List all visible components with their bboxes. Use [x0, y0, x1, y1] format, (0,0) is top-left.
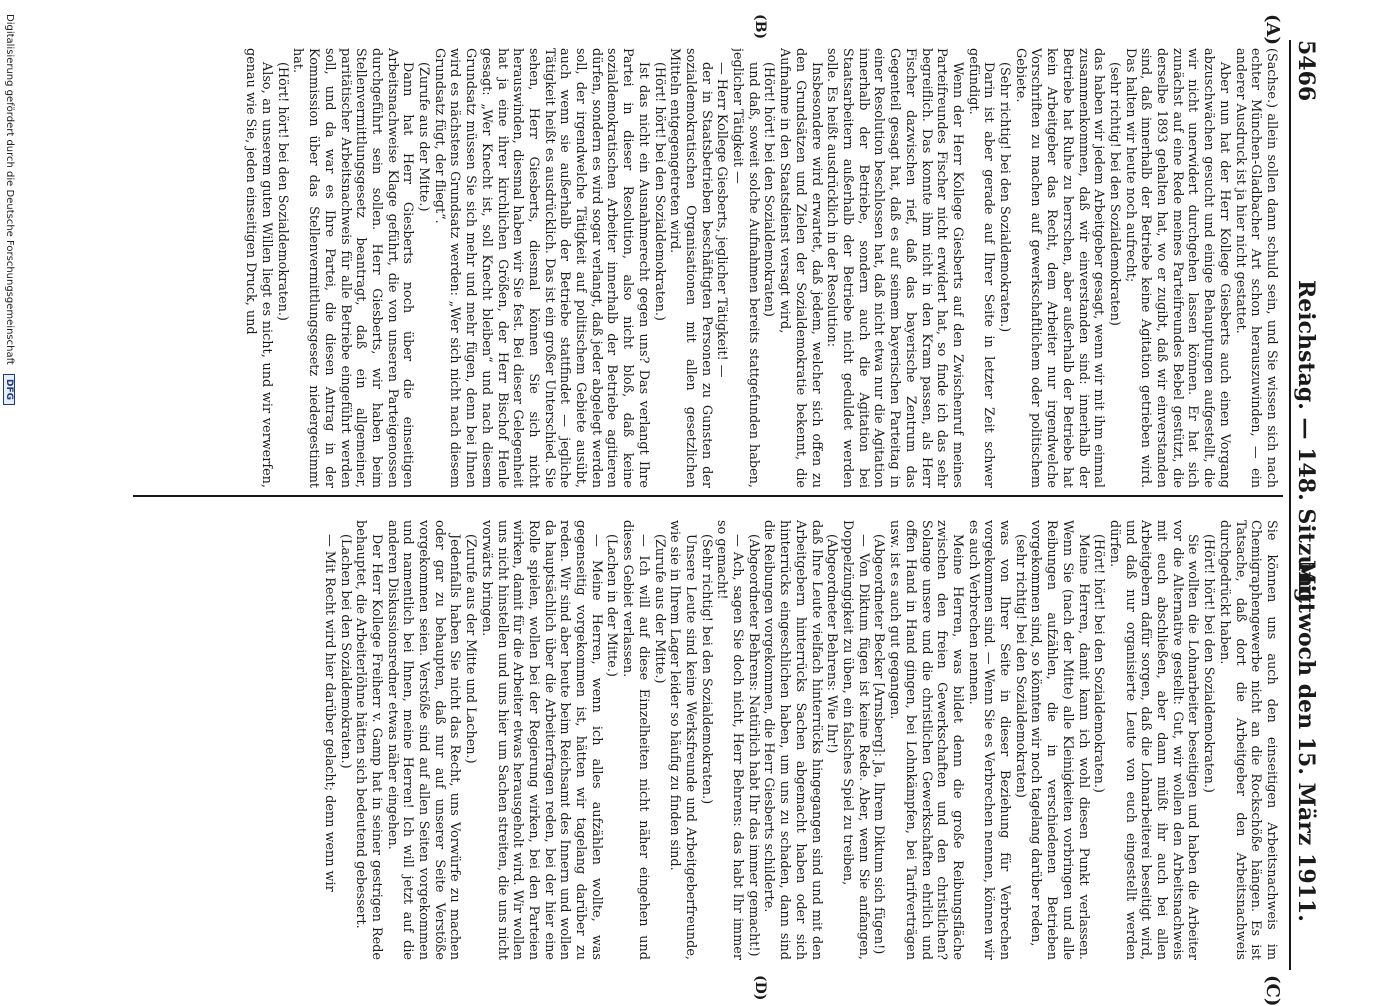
- paragraph: Ist das nicht ein Ausnahmerecht gegen uns? Das verlangt Ihre Partei in dieser Resolution, also nicht bloß, daß keine sozialdemokratischen Arbeiter innerhalb der Betriebe agitieren dürfen, sondern es wird sogar verlangt, daß jeder abgelegt werden soll, der irgendwelche Tätigkeit auf politischem Gebiete ausübt, auch wenn sie außerhalb der Betriebe stattfindet — jegliche Tätigkeit heißt es ausdrücklich. Das ist ein großer Unterschied. Sie sehen, Herr Giesberts, diesmal können Sie sich nicht herauswinden, diesmal haben wir Sie fest. Bei dieser Gelegenheit hat ja eine ihrer kirchlichen Größen, der Herr Bischof Henle gesagt: „Wer Knecht ist, soll Knecht bleiben“ und nach diesem Grundsatz müssen Sie sich mehr und mehr fügen, denn bei Ihnen wird es nächstens Grundsatz werden: „Wer sich nicht nach diesem Grundsatz fügt, der fliegt“.: [431, 48, 651, 488]
- interjection: (Zurufe aus der Mitte und Lachen.): [463, 534, 479, 764]
- interjection: (sehr richtig! bei den Sozialdemokraten): [1012, 534, 1028, 798]
- interjection: (Sehr richtig! bei den Sozialdemokraten.): [698, 534, 714, 805]
- margin-marker-d: (D): [752, 975, 768, 1001]
- paragraph: — Meine Herren, wenn ich alles aufzählen wollte, was gegenseitig vorgekommen ist, hätten wir tagelang darüber zu reden. Wir sind aber heute beim Reichsamt des Innern und wollen da hauptsächlich über die Arbeiterfragen reden, bei der hier eine Rolle spielen, wollen bei der Regierung wirken, bei den Parteien wirken, damit für die Arbeiter etwas herausgeholt wird. Wir wollen uns nicht hinstellen und uns hier um Sachen streiten, die uns nicht vorwärts bringen.: [478, 520, 604, 960]
- paragraph: Aber nun hat der Herr Kollege Giesberts auch einen Vorgang abzuschwächen gesucht und einige Behauptungen aufgestellt, die wir nicht unerwidert durchgehen lassen können. Er hat sich zunächst auf eine Rede meines Parteifreundes Bebel gestützt, die derselbe 1893 gehalten hat, wo er zugibt, daß wir einverstanden sind, daß innerhalb der Betriebe keine Agitation getrieben wird. Das halten wir heute noch aufrecht;: [1122, 48, 1232, 488]
- paragraph: daß Ihre Leute vielfach hinterrücks hingegangen sind und mit den Arbeitgebern hinterrücks Sachen abgemacht haben oder sich hinterrücks eingeschlichen haben, um uns zu schaden, dann sind die Reibungen vorgekommen, die Herr Giesberts schilderte.: [761, 520, 824, 960]
- dfg-logo: DFG: [3, 374, 15, 405]
- margin-marker-a: (A): [1262, 14, 1283, 45]
- margin-marker-b: (B): [752, 14, 768, 40]
- credit-text: Digitalisierung gefördert durch die Deutsche Forschungsgemeinschaft: [4, 14, 15, 365]
- interjection: (Hört! hört! bei den Sozialdemokraten.): [274, 62, 290, 321]
- interjection: (Zurufe aus der Mitte.): [651, 534, 667, 684]
- paragraph: Meine Herren, damit kann ich wohl diesen Punkt verlassen. Wenn Sie (nach der Mitte) alle Kleinigkeiten vorbringen und alle Reibungen aufzählen, die in verschiedenen Betrieben vorgekommen sind, so könnten wir noch tagelang darüber reden,: [1028, 520, 1091, 960]
- paragraph: Sie wollten die Lohnarbeiter beseitigen und haben die Arbeiter vor die Alternative gestellt: Gut, wir wollen den Arbeitsnachweis mit euch abschließen, aber dann müßt ihr auch bei allen Arbeitgebern dafür sorgen, daß die Lohnarbeiterei beseitigt wird, und daß nur organisierte Leute von euch eingestellt werden dürfen.: [1106, 520, 1201, 960]
- header-title: Reichstag. — 148. Sitzung.: [1293, 280, 1319, 611]
- interjection: (sehr richtig! bei den Sozialdemokraten): [1106, 62, 1122, 326]
- interjection: (Hört! hört! bei den Sozialdemokraten.): [651, 62, 667, 321]
- paragraph: — Von Diktum fügen ist keine Rede. Aber, wenn Sie anfangen, Doppelzüngigkeit zu üben, ein falsches Spiel zu treiben,: [840, 520, 871, 960]
- interjection: (Hört! hört! bei den Sozialdemokraten.): [1201, 534, 1217, 793]
- paragraph: (Sachse.) allein sollen dann schuld sein, und Sie wissen sich nach echter München-Gladbacher Art schon herauszuwinden, — ein anderer Ausdruck ist ja hier nicht gestattet.: [1232, 48, 1279, 488]
- paragraph: Also, an unserem guten Willen liegt es nicht, und wir verwerfen, genau wie Sie, jeden einseitigen Druck, und: [243, 48, 274, 488]
- quotation: und daß, soweit solche Aufnahmen bereits stattgefunden haben, jeglicher Tätigkeit —: [730, 48, 761, 488]
- paragraph: Dann hat Herr Giesberts noch über die einseitigen Arbeitsnachweise Klage geführt, die von unseren Parteigenossen durchgeführt sein sollen. Herr Giesberts, wir haben beim Stellenvermittlungsgesetz beantragt, daß ein allgemeiner, paritätischer Arbeitsnachweis für alle Betriebe eingeführt werden soll, und da war es Ihre Partei, die diesen Antrag in der Kommission über das Stellenvermittlungsgesetz niedergestimmt hat.: [290, 48, 416, 488]
- header-rule: [1289, 40, 1291, 970]
- margin-marker-c: (C): [1262, 975, 1283, 1006]
- interjection: (Hört! hört! bei den Sozialdemokraten.): [1091, 534, 1107, 793]
- interjection: (Sehr richtig! bei den Sozialdemokraten.): [997, 62, 1013, 333]
- paragraph: das haben wir jedem Arbeitgeber gesagt, wenn wir mit ihm einmal zusammenkommen, daß wir einverstanden sind: innerhalb der Betriebe hat Ruhe zu herrschen, aber außerhalb der Betriebe hat kein Arbeitgeber das Recht, dem Arbeiter nur irgendwelche Vorschriften zu machen auf gewerkschaftlichem oder politischem Gebiete.: [1012, 48, 1107, 488]
- interjection: (Lachen in der Mitte.): [604, 534, 620, 677]
- digitization-credit: [3, 14, 15, 405]
- interjection: (Abgeordneter Behrens: Natürlich habt Ihr das immer gemacht!): [745, 534, 761, 957]
- paragraph: — Ach, sagen Sie doch nicht, Herr Behrens: das habt Ihr immer so gemacht!: [714, 520, 746, 960]
- paragraph: Jedenfalls haben Sie nicht das Recht, uns Vorwürfe zu machen oder gar zu behaupten, daß nur auf unserer Seite Verstöße vorgekommen seien. Verstöße sind auf allen Seiten vorgekommen und namentlich bei Ihnen, meine Herren! Ich will jetzt auf die anderen Diskussionsredner etwas näher eingehen.: [384, 520, 463, 960]
- paragraph: Darin ist aber gerade auf Ihrer Seite in letzter Zeit schwer gefündigt.: [965, 48, 997, 488]
- interjection: (Lachen bei den Sozialdemokraten.): [337, 534, 353, 769]
- interjection: (Hört! hört! bei den Sozialdemokraten): [761, 62, 777, 317]
- paragraph: — Herr Kollege Giesberts, jeglicher Tätigkeit! —: [714, 62, 730, 378]
- paragraph: Sie können uns auch den einseitigen Arbeitsnachweis im Chemigraphengewerbe nicht an die Rockschöße hängen. Es ist Tatsache, daß dort die Arbeitgeber den Arbeitsnachweis durchgedrückt haben.: [1216, 520, 1279, 960]
- right-column: [139, 520, 1279, 960]
- paragraph: Der Herr Kollege Freiherr v. Gamp hat in seiner gestrigen Rede behauptet, die Arbeiterlöhne hätten sich bedeutend gebessert.: [353, 520, 384, 960]
- interjection: (Zurufe aus der Mitte.): [416, 62, 432, 212]
- paragraph: — Ich will auf diese Einzelheiten nicht näher eingehen und dieses Gebiet verlassen.: [620, 520, 651, 960]
- column-divider: [133, 495, 1283, 497]
- paragraph: Wenn der Herr Kollege Giesberts auf den Zwischenruf meines Parteifreundes Fischer nicht erwidert hat, so finde ich das sehr begreiflich. Das konnte ihm nicht in den Kram passen, als Herr Fischer dazwischen rief, daß das bayerische Zentrum das Gegenteil gesagt hat, daß es auf seinem bayerischen Parteitag in einer Resolution beschlossen hat, daß nicht etwa nur die Agitation innerhalb der Betriebe, sondern auch die Agitation bei Staatsarbeitern außerhalb der Betriebe nicht geduldet werden solle. Es heißt ausdrücklich in der Resolution:: [824, 48, 965, 488]
- quotation: Insbesondere wird erwartet, daß jedem, welcher sich offen zu den Grundsätzen und Zielen der Sozialdemokratie bekennt, die Aufnahme in den Staatsdienst versagt wird,: [777, 48, 824, 488]
- paragraph: was von Ihrer Seite in dieser Beziehung für Verbrechen vorgekommen sind. — Wenn Sie es Verbrechen nennen, können wir es auch Verbrechen nennen.: [965, 520, 1013, 960]
- interjection: (Abgeordneter Becker [Arnsberg]: Ja, Ihrem Diktum sich fügen!): [871, 534, 887, 955]
- page-number: 5466: [1293, 40, 1319, 102]
- paragraph: Unsere Leute sind keine Werksfreunde und Arbeitgeberfreunde, wie sie in Ihrem Lager leider so häufig zu finden sind.: [667, 520, 698, 960]
- left-column: [139, 48, 1279, 488]
- paragraph: Meine Herren, was bildet denn die große Reibungsfläche zwischen den freien Gewerkschaften und den christlichen? Solange unsere und die christlichen Gewerkschaften ehrlich und offen Hand in Hand gingen, bei Lohnkämpfen, bei Tarifverträgen usw. ist es auch gut gegangen.: [887, 520, 965, 960]
- quotation: der in Staatsbetrieben beschäftigten Personen zu Gunsten der sozialdemokratischen Organisationen mit allen gesetzlichen Mitteln entgegengetreten wird.: [667, 48, 714, 488]
- interjection: (Abgeordneter Behrens: Wie Ihr!): [824, 534, 840, 754]
- header-date: Mittwoch den 15. März 1911.: [1293, 560, 1319, 922]
- paragraph: — Mit Recht wird hier darüber gelacht; denn wenn wir: [321, 534, 337, 892]
